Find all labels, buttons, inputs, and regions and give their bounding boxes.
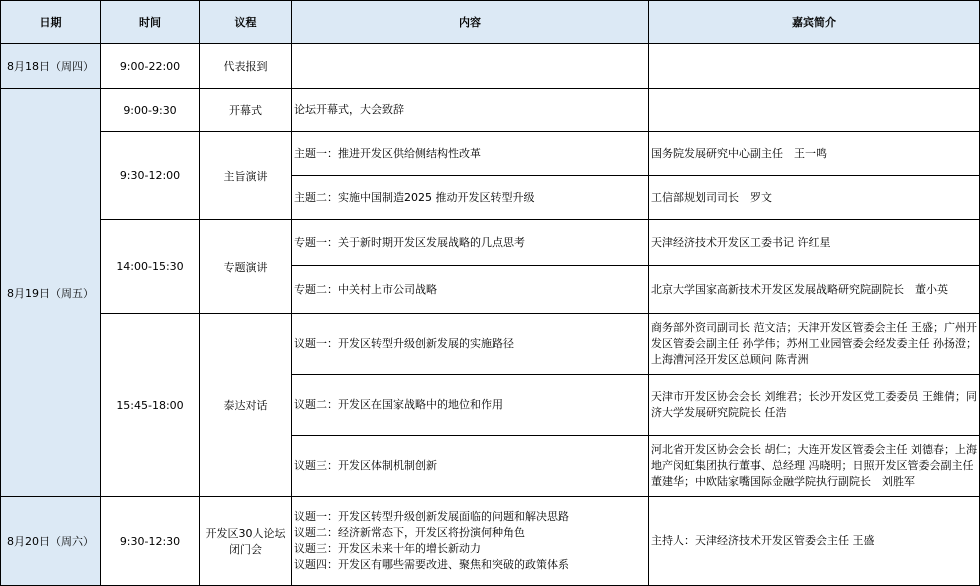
content-cell: 议题一：开发区转型升级创新发展面临的问题和解决思路 议题二：经济新常态下，开发区将扮演何种角色 议题三：开发区未来十年的增长新动力 议题四：开发区有哪些需要改进、聚焦和突破的政策体系 [292,497,649,586]
content-cell: 议题一：开发区转型升级创新发展的实施路径 [292,314,649,375]
table-row [1,132,980,176]
content-cell: 议题三：开发区体制机制创新 [292,436,649,497]
agenda-cell: 开发区30人论坛闭门会 [200,497,292,586]
guest-cell: 北京大学国家高新技术开发区发展战略研究院副院长 董小英 [649,266,980,314]
content-cell: 专题二：中关村上市公司战略 [292,266,649,314]
content-cell: 主题二：实施中国制造2025 推动开发区转型升级 [292,176,649,220]
content-cell: 主题一：推进开发区供给侧结构性改革 [292,132,649,176]
time-cell: 15:45-18:00 [101,314,200,497]
agenda-cell: 泰达对话 [200,314,292,497]
date-cell: 8月19日（周五） [1,89,101,497]
table-row [1,497,980,586]
content-cell: 议题二：开发区在国家战略中的地位和作用 [292,375,649,436]
guest-cell: 工信部规划司司长 罗文 [649,176,980,220]
guest-cell: 商务部外资司副司长 范文洁；天津开发区管委会主任 王盛；广州开发区管委会副主任 孙学伟；苏州工业园管委会经发委主任 孙扬澄；上海漕河泾开发区总顾问 陈青洲 [649,314,980,375]
table-row [1,314,980,375]
guest-cell: 天津经济技术开发区工委书记 许红星 [649,220,980,266]
content-cell: 论坛开幕式，大会致辞 [292,89,649,132]
agenda-cell: 代表报到 [200,44,292,89]
header-date: 日期 [1,1,101,44]
header-guests: 嘉宾简介 [649,1,980,44]
table-row [1,89,980,132]
date-cell: 8月20日（周六） [1,497,101,586]
guest-cell: 国务院发展研究中心副主任 王一鸣 [649,132,980,176]
time-cell: 9:30-12:30 [101,497,200,586]
time-cell: 14:00-15:30 [101,220,200,314]
header-time: 时间 [101,1,200,44]
date-cell: 8月18日（周四） [1,44,101,89]
guest-cell: 天津市开发区协会会长 刘维君；长沙开发区党工委委员 王維倩；同济大学发展研究院院长 任浩 [649,375,980,436]
header-row [1,1,980,44]
content-cell [292,44,649,89]
guest-cell [649,44,980,89]
table-row [1,220,980,266]
time-cell: 9:30-12:00 [101,132,200,220]
guest-cell: 河北省开发区协会会长 胡仁；大连开发区管委会主任 刘德春；上海地产闵虹集团执行董事、总经理 冯晓明；日照开发区管委会副主任 董建华；中欧陆家嘴国际金融学院执行副院长 刘胜军 [649,436,980,497]
agenda-cell: 主旨演讲 [200,132,292,220]
table-row [1,44,980,89]
guest-cell: 主持人：天津经济技术开发区管委会主任 王盛 [649,497,980,586]
content-cell: 专题一：关于新时期开发区发展战略的几点思考 [292,220,649,266]
header-agenda: 议程 [200,1,292,44]
header-content: 内容 [292,1,649,44]
time-cell: 9:00-9:30 [101,89,200,132]
time-cell: 9:00-22:00 [101,44,200,89]
agenda-cell: 开幕式 [200,89,292,132]
agenda-cell: 专题演讲 [200,220,292,314]
guest-cell [649,89,980,132]
